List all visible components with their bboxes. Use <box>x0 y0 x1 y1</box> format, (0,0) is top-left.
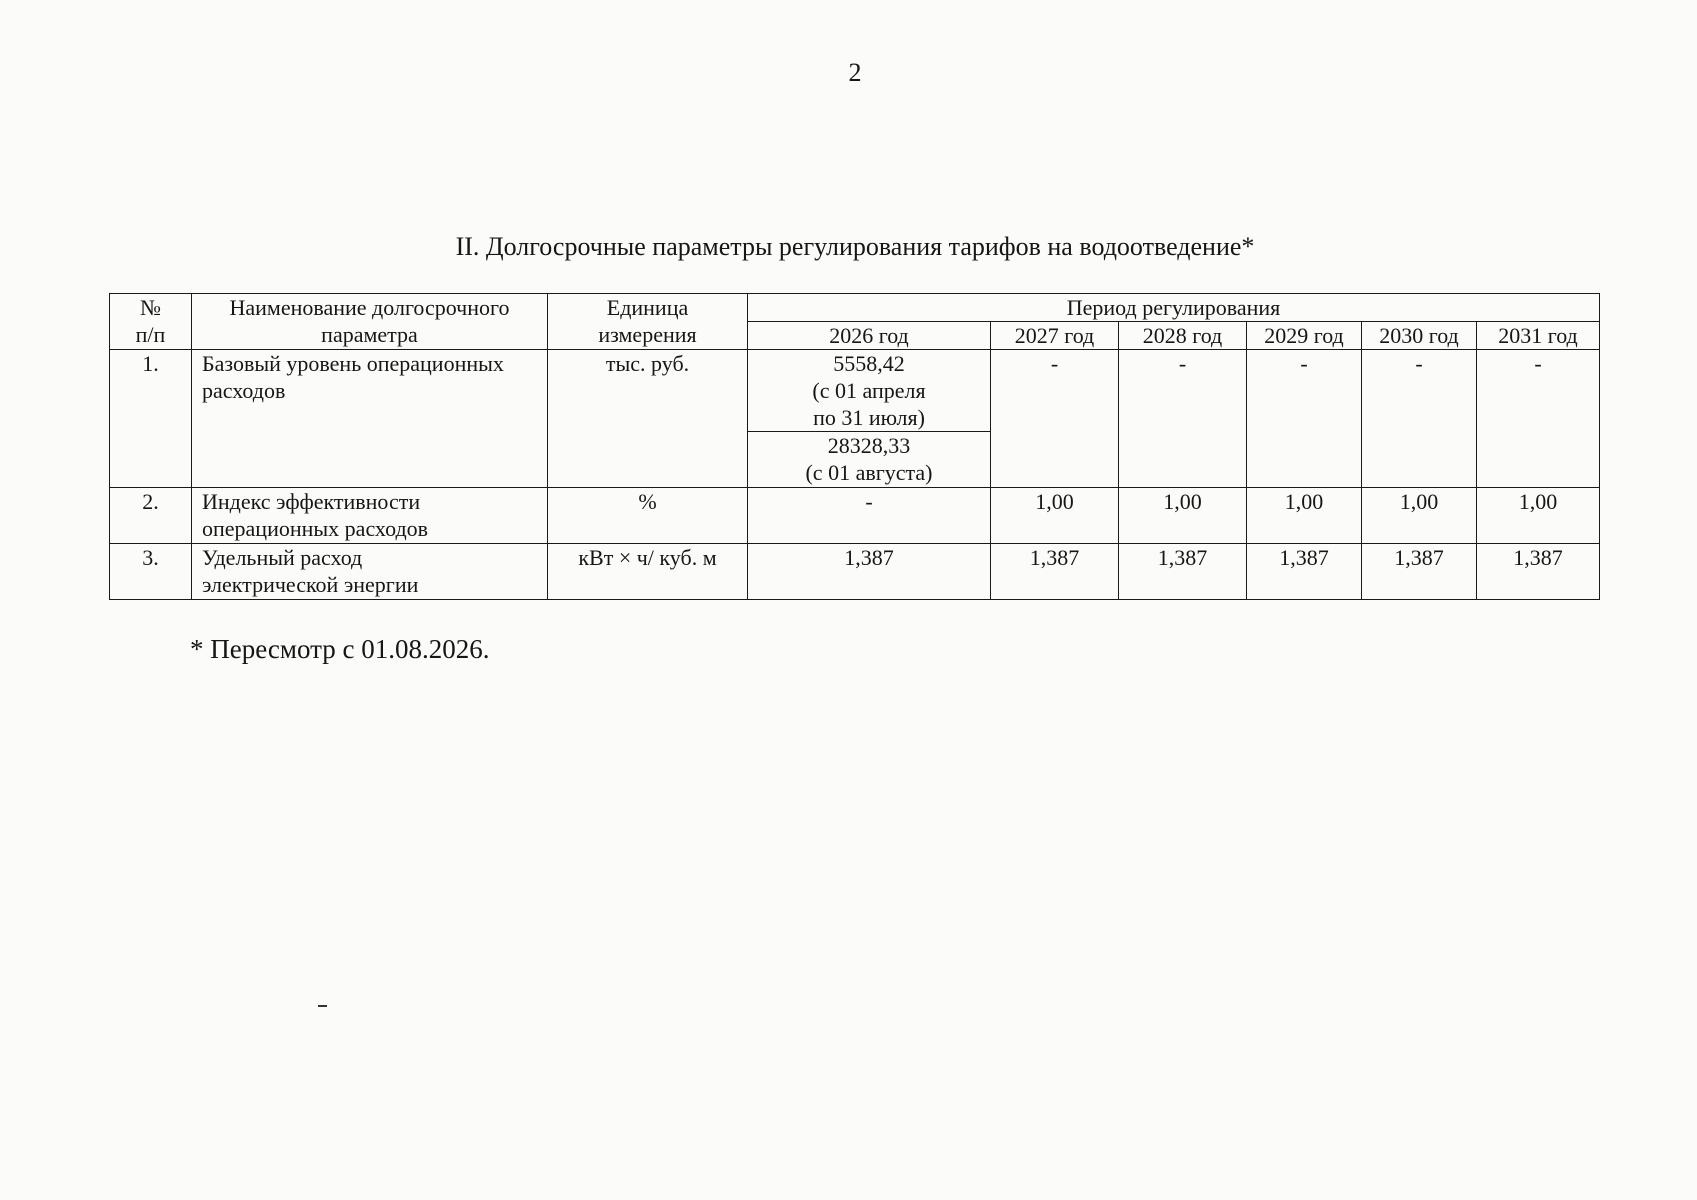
header-unit <box>548 294 748 350</box>
row3-2030: 1,387 <box>1362 544 1477 600</box>
row1-2028: - <box>1119 350 1247 488</box>
row2-2031: 1,00 <box>1477 488 1600 544</box>
table-row <box>110 544 1600 600</box>
page-number: 2 <box>848 58 862 87</box>
stray-mark <box>318 1005 327 1007</box>
row2-unit: % <box>548 488 748 544</box>
table-row <box>110 488 1600 544</box>
header-name-line2: параметра <box>321 322 418 347</box>
row3-2028: 1,387 <box>1119 544 1247 600</box>
row1-2027: - <box>991 350 1119 488</box>
header-unit-line1: Единица <box>606 295 689 320</box>
header-year-2030: 2030 год <box>1362 322 1477 350</box>
row3-unit: кВт × ч/ куб. м <box>548 544 748 600</box>
header-year-2027: 2027 год <box>991 322 1119 350</box>
row1-2026-b-value: 28328,33 <box>827 433 911 458</box>
row1-2030: - <box>1362 350 1477 488</box>
row1-2026-from-august <box>748 432 991 488</box>
header-name-line1: Наименование долгосрочного <box>229 295 510 320</box>
row3-name-line2: электрической энергии <box>202 572 419 597</box>
row1-name-line1: Базовый уровень операционных <box>202 351 504 376</box>
row1-2026-april-july <box>748 350 991 432</box>
header-unit-line2: измерения <box>598 322 697 347</box>
row3-number: 3. <box>110 544 192 600</box>
row2-2026: - <box>748 488 991 544</box>
row1-unit: тыс. руб. <box>548 350 748 488</box>
row2-2028: 1,00 <box>1119 488 1247 544</box>
row1-2026-a-value: 5558,42 <box>833 351 905 376</box>
row3-2027: 1,387 <box>991 544 1119 600</box>
row2-2027: 1,00 <box>991 488 1119 544</box>
row2-name-line1: Индекс эффективности <box>202 489 421 514</box>
row2-name-line2: операционных расходов <box>202 516 429 541</box>
row2-name <box>192 488 548 544</box>
row2-number: 2. <box>110 488 192 544</box>
header-year-2031: 2031 год <box>1477 322 1600 350</box>
section-title: II. Долгосрочные параметры регулирования тарифов на водоотведение* <box>455 232 1255 261</box>
row3-2026: 1,387 <box>748 544 991 600</box>
footnote: * Пересмотр с 01.08.2026. <box>190 634 490 664</box>
row1-2029: - <box>1247 350 1362 488</box>
row1-2026-a-line2: (с 01 апреля <box>812 378 926 403</box>
row2-2029: 1,00 <box>1247 488 1362 544</box>
row1-2031: - <box>1477 350 1600 488</box>
row1-name-line2: расходов <box>202 378 286 403</box>
row3-2029: 1,387 <box>1247 544 1362 600</box>
row1-2026-a-line3: по 31 июля) <box>813 405 925 430</box>
header-name <box>192 294 548 350</box>
header-number-line2: п/п <box>135 322 166 347</box>
row2-2030: 1,00 <box>1362 488 1477 544</box>
table-row <box>110 350 1600 432</box>
row1-number: 1. <box>110 350 192 488</box>
row1-name <box>192 350 548 488</box>
parameters-table <box>109 293 1600 600</box>
header-year-2029: 2029 год <box>1247 322 1362 350</box>
row3-name-line1: Удельный расход <box>202 545 363 570</box>
header-year-2028: 2028 год <box>1119 322 1247 350</box>
row3-2031: 1,387 <box>1477 544 1600 600</box>
header-number-line1: № <box>140 295 161 320</box>
header-year-2026: 2026 год <box>748 322 991 350</box>
row1-2026-b-line2: (с 01 августа) <box>805 460 933 485</box>
header-period: Период регулирования <box>748 294 1600 322</box>
table-header-row <box>110 294 1600 322</box>
header-number <box>110 294 192 350</box>
row3-name <box>192 544 548 600</box>
